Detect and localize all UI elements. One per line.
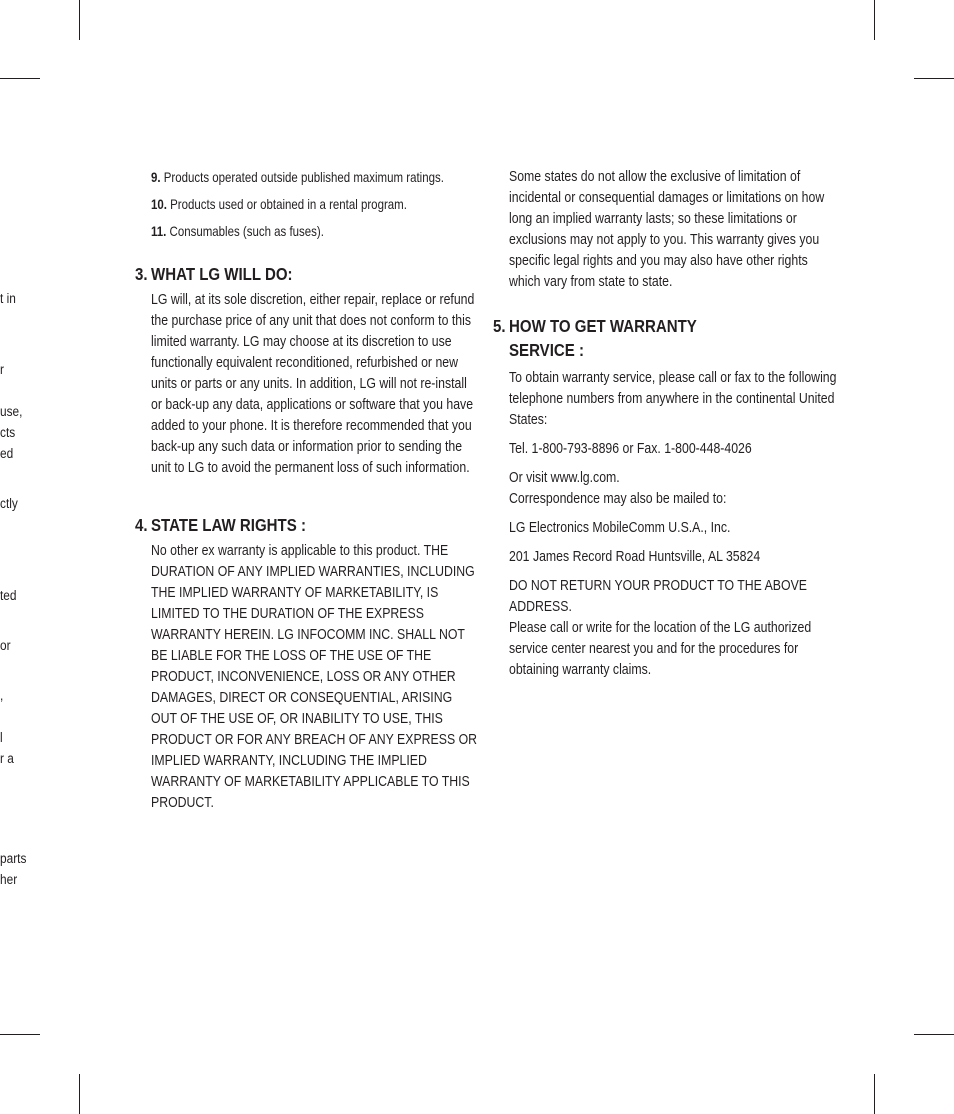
exclusion-item-11	[151, 221, 496, 241]
left-column	[135, 165, 480, 813]
exclusion-text: Consumables (such as fuses).	[169, 223, 324, 239]
company-name: LG Electronics MobileComm U.S.A., Inc.	[509, 519, 731, 536]
previous-page-fragment: r a	[0, 751, 14, 766]
crop-mark-bottom-left-vertical	[79, 1074, 80, 1114]
section-4-body	[151, 540, 480, 813]
previous-page-fragment: parts	[0, 851, 27, 866]
section-number: 3.	[135, 264, 148, 284]
website-and-mail-note	[509, 467, 838, 509]
crop-mark-top-left-vertical	[79, 0, 80, 40]
section-5-body	[509, 367, 838, 680]
previous-page-fragment: ted	[0, 588, 17, 603]
section-title: WHAT LG WILL DO:	[151, 264, 293, 284]
previous-page-fragment: ed	[0, 446, 14, 461]
exclusion-text: Products operated outside published maximum ratings.	[163, 169, 444, 185]
exclusion-number: 9.	[151, 169, 161, 185]
section-title: STATE LAW RIGHTS :	[151, 515, 306, 535]
exclusion-item-10	[151, 194, 496, 214]
website-line: Or visit www.lg.com.	[509, 469, 620, 486]
exclusion-number: 10.	[151, 196, 167, 212]
crop-mark-bottom-right-horizontal	[914, 1034, 954, 1035]
exclusion-number: 11.	[151, 223, 167, 239]
mailing-address: 201 James Record Road Huntsville, AL 35824	[509, 548, 761, 565]
section-3-heading	[135, 262, 482, 286]
phone-fax-numbers: Tel. 1-800-793-8896 or Fax. 1-800-448-4026	[509, 440, 752, 457]
previous-page-fragment: l	[0, 730, 3, 745]
state-law-continued-block	[509, 166, 838, 292]
exclusion-text: Products used or obtained in a rental program.	[170, 196, 407, 212]
section-title-line-2: SERVICE :	[509, 340, 584, 360]
right-column	[493, 165, 838, 688]
previous-page-fragment: her	[0, 872, 18, 887]
section-title-line-1: HOW TO GET WARRANTY	[509, 316, 697, 336]
crop-mark-top-right-horizontal	[914, 78, 954, 79]
section-5-text	[509, 367, 838, 680]
do-not-return-text: DO NOT RETURN YOUR PRODUCT TO THE ABOVE ADDRESS.	[509, 577, 807, 615]
section-3-paragraph: LG will, at its sole discretion, either repair, replace or refund the purchase price of any unit that does not conform to this limited warranty. LG may choose at its discretion to use functionally equivalent reconditioned, refurbished or new units or parts or any units. In addition, LG will not re-install or back-up any data, applications or software that you have added to your phone. It is therefore recommended that you back-up any such data or information prior to sending the unit to LG to avoid the permanent loss of such information.	[151, 291, 475, 476]
previous-page-fragment: or	[0, 638, 11, 653]
previous-page-fragment: r	[0, 362, 4, 377]
section-4-heading	[135, 513, 482, 537]
previous-page-fragment: ctly	[0, 496, 18, 511]
section-3-body	[151, 289, 480, 501]
section-number: 5.	[493, 316, 506, 336]
previous-page-fragment: t in	[0, 291, 16, 306]
mail-line: Correspondence may also be mailed to:	[509, 490, 727, 507]
service-center-note: Please call or write for the location of the LG authorized service center nearest you and for the procedures for obtaining warranty claims.	[509, 619, 812, 678]
crop-mark-top-left-horizontal	[0, 78, 40, 79]
crop-mark-bottom-left-horizontal	[0, 1034, 40, 1035]
section-5-heading	[493, 314, 840, 362]
service-instructions: To obtain warranty service, please call or fax to the following telephone numbers from anywhere in the continental United States:	[509, 369, 837, 428]
exclusion-item-9	[151, 167, 496, 187]
previous-page-fragment: cts	[0, 425, 16, 440]
section-4-paragraph: No other ex warranty is applicable to this product. THE DURATION OF ANY IMPLIED WARRANTIES, INCLUDING THE IMPLIED WARRANTY OF MARKETABILITY, IS LIMITED TO THE DURATION OF THE EXPRESS WARRANTY HEREIN. LG INFOCOMM INC. SHALL NOT BE LIABLE FOR THE LOSS OF THE USE OF THE PRODUCT, INCONVENIENCE, LOSS OR ANY OTHER DAMAGES, DIRECT OR CONSEQUENTIAL, ARISING OUT OF THE USE OF, OR INABILITY TO USE, THIS PRODUCT OR FOR ANY BREACH OF ANY EXPRESS OR IMPLIED WARRANTY, INCLUDING THE IMPLIED WARRANTY OF MARKETABILITY APPLICABLE TO THIS PRODUCT.	[151, 542, 478, 811]
state-law-continued-paragraph: Some states do not allow the exclusive of limitation of incidental or consequential damages or limitations on how long an implied warranty lasts; so these limitations or exclusions may not apply to you. This warranty gives you specific legal rights and you may also have other rights which vary from state to state.	[509, 168, 825, 290]
previous-page-fragment: ,	[0, 688, 4, 703]
crop-mark-bottom-right-vertical	[874, 1074, 875, 1114]
section-title	[509, 314, 697, 362]
section-number: 4.	[135, 515, 148, 535]
crop-mark-top-right-vertical	[874, 0, 875, 40]
previous-page-fragment: use,	[0, 404, 23, 419]
do-not-return-notice	[509, 575, 838, 617]
